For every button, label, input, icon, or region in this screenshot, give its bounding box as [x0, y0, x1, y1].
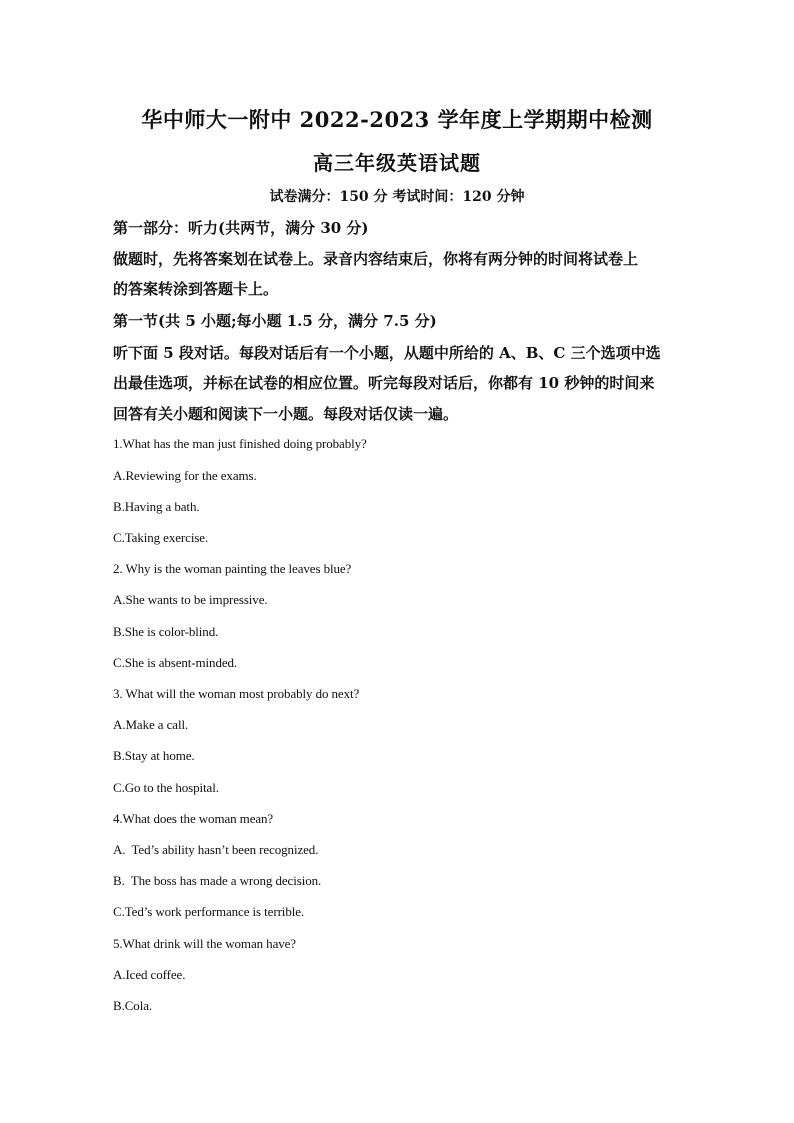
question-stem: 2. Why is the woman painting the leaves blue?: [113, 561, 352, 576]
section1-instruction-line: 听下面 5 段对话。每段对话后有一个小题，从题中所给的 A、B、C 三个选项中选: [113, 344, 661, 362]
answer-option: A. Ted’s ability hasn’t been recognized.: [113, 842, 319, 857]
answer-option: A.Iced coffee.: [113, 967, 186, 982]
part1-instruction-line: 做题时，先将答案划在试卷上。录音内容结束后，你将有两分钟的时间将试卷上: [113, 250, 639, 268]
question-stem: 1.What has the man just finished doing probably?: [113, 436, 367, 451]
section1-heading: 第一节(共 5 小题;每小题 1.5 分，满分 7.5 分): [113, 312, 437, 330]
answer-option: B.She is color-blind.: [113, 624, 219, 639]
answer-option: C.She is absent-minded.: [113, 655, 238, 670]
section1-instruction-line: 出最佳选项，并标在试卷的相应位置。听完每段对话后，你都有 10 秒钟的时间来: [113, 374, 655, 392]
section1-instruction-line: 回答有关小题和阅读下一小题。每段对话仅读一遍。: [113, 405, 459, 423]
exam-info: 试卷满分：150 分 考试时间：120 分钟: [269, 189, 525, 205]
exam-title: 华中师大一附中 2022-2023 学年度上学期期中检测: [141, 107, 653, 132]
question-stem: 5.What drink will the woman have?: [113, 936, 296, 951]
answer-option: A.Reviewing for the exams.: [113, 468, 257, 483]
question-stem: 3. What will the woman most probably do next?: [113, 686, 360, 701]
exam-subtitle: 高三年级英语试题: [313, 151, 481, 175]
answer-option: A.Make a call.: [113, 717, 189, 732]
question-stem: 4.What does the woman mean?: [113, 811, 274, 826]
answer-option: A.She wants to be impressive.: [113, 592, 268, 607]
answer-option: B.Stay at home.: [113, 748, 195, 763]
part1-heading: 第一部分：听力(共两节，满分 30 分): [113, 219, 369, 237]
answer-option: B. The boss has made a wrong decision.: [113, 873, 322, 888]
answer-option: C.Taking exercise.: [113, 530, 209, 545]
answer-option: B.Having a bath.: [113, 499, 200, 514]
answer-option: C.Go to the hospital.: [113, 780, 219, 795]
answer-option: C.Ted’s work performance is terrible.: [113, 904, 305, 919]
answer-option: B.Cola.: [113, 998, 153, 1013]
part1-instruction-line: 的答案转涂到答题卡上。: [113, 280, 279, 298]
